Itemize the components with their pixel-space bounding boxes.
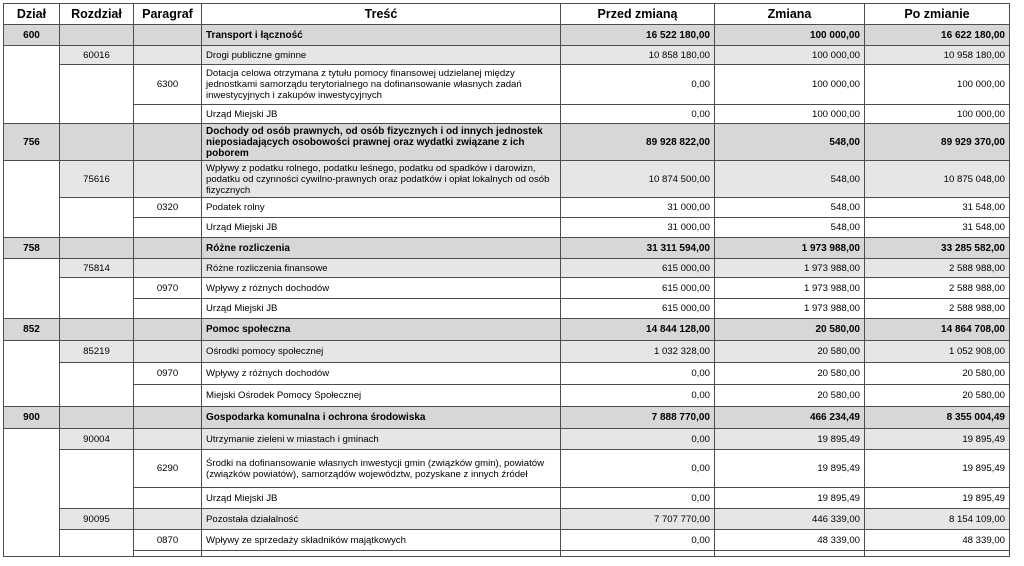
- rozdzial-po: 8 154 109,00: [865, 509, 1010, 530]
- paragraf-row: [4, 278, 1010, 299]
- empty-cell: [4, 46, 60, 124]
- rozdzial-zmiana: 19 895,49: [715, 429, 865, 450]
- rozdzial-przed: 10 874 500,00: [561, 161, 715, 198]
- empty-cell: [715, 551, 865, 557]
- empty-cell: [134, 385, 202, 407]
- rozdzial-code: 85219: [60, 341, 134, 363]
- paragraf-row: [4, 363, 1010, 385]
- dzial-row: [4, 238, 1010, 259]
- paragraf-zmiana: 20 580,00: [715, 363, 865, 385]
- rozdzial-przed: 1 032 328,00: [561, 341, 715, 363]
- paragraf-code: 0320: [134, 198, 202, 218]
- rozdzial-row: [4, 341, 1010, 363]
- empty-cell: [134, 124, 202, 161]
- unit-zmiana: 19 895,49: [715, 488, 865, 509]
- empty-cell: [60, 65, 134, 124]
- rozdzial-po: 19 895,49: [865, 429, 1010, 450]
- unit-zmiana: 548,00: [715, 218, 865, 238]
- unit-po: 19 895,49: [865, 488, 1010, 509]
- rozdzial-zmiana: 1 973 988,00: [715, 259, 865, 278]
- rozdzial-tresc: Ośrodki pomocy społecznej: [202, 341, 561, 363]
- unit-tresc: Urząd Miejski JB: [202, 488, 561, 509]
- unit-zmiana: 100 000,00: [715, 105, 865, 124]
- empty-cell: [4, 429, 60, 557]
- empty-cell: [134, 319, 202, 341]
- rozdzial-row: [4, 429, 1010, 450]
- paragraf-code: 6290: [134, 450, 202, 488]
- paragraf-tresc: Środki na dofinansowanie własnych inwestycji gmin (związków gmin), powiatów (związków powiatów), samorządów województw, pozyskane z innych źródeł: [202, 450, 561, 488]
- empty-cell: [134, 488, 202, 509]
- paragraf-po: 20 580,00: [865, 363, 1010, 385]
- empty-cell: [134, 218, 202, 238]
- dzial-tresc: Różne rozliczenia: [202, 238, 561, 259]
- budget-changes-table: [3, 3, 1010, 557]
- empty-cell: [134, 341, 202, 363]
- paragraf-po: 19 895,49: [865, 450, 1010, 488]
- rozdzial-zmiana: 446 339,00: [715, 509, 865, 530]
- dzial-po: 33 285 582,00: [865, 238, 1010, 259]
- unit-po: 31 548,00: [865, 218, 1010, 238]
- dzial-po: 8 355 004,49: [865, 407, 1010, 429]
- paragraf-zmiana: 1 973 988,00: [715, 278, 865, 299]
- paragraf-row: [4, 198, 1010, 218]
- col-header-tresc: Treść: [202, 4, 561, 25]
- paragraf-przed: 0,00: [561, 450, 715, 488]
- paragraf-tresc: Wpływy z różnych dochodów: [202, 363, 561, 385]
- dzial-przed: 7 888 770,00: [561, 407, 715, 429]
- unit-row: [4, 105, 1010, 124]
- empty-cell: [134, 238, 202, 259]
- empty-cell: [60, 25, 134, 46]
- unit-przed: 0,00: [561, 105, 715, 124]
- empty-cell: [865, 551, 1010, 557]
- col-header-rozdzial: Rozdział: [60, 4, 134, 25]
- unit-przed: 0,00: [561, 385, 715, 407]
- paragraf-code: 0870: [134, 530, 202, 551]
- dzial-tresc: Dochody od osób prawnych, od osób fizycznych i od innych jednostek nieposiadających osobowości prawnej oraz wydatki związane z ich poborem: [202, 124, 561, 161]
- dzial-zmiana: 20 580,00: [715, 319, 865, 341]
- empty-cell: [134, 509, 202, 530]
- empty-cell: [134, 25, 202, 46]
- col-header-przed-zmiana: Przed zmianą: [561, 4, 715, 25]
- empty-cell: [60, 198, 134, 238]
- table-row-cut-off: [4, 551, 1010, 557]
- paragraf-przed: 0,00: [561, 363, 715, 385]
- paragraf-row: [4, 65, 1010, 105]
- paragraf-zmiana: 19 895,49: [715, 450, 865, 488]
- paragraf-przed: 615 000,00: [561, 278, 715, 299]
- col-header-zmiana: Zmiana: [715, 4, 865, 25]
- rozdzial-tresc: Drogi publiczne gminne: [202, 46, 561, 65]
- unit-po: 100 000,00: [865, 105, 1010, 124]
- unit-tresc: Urząd Miejski JB: [202, 299, 561, 319]
- dzial-tresc: Pomoc społeczna: [202, 319, 561, 341]
- unit-tresc: Miejski Ośrodek Pomocy Społecznej: [202, 385, 561, 407]
- empty-cell: [60, 363, 134, 407]
- empty-cell: [134, 299, 202, 319]
- dzial-row: [4, 319, 1010, 341]
- paragraf-code: 0970: [134, 278, 202, 299]
- paragraf-code: 6300: [134, 65, 202, 105]
- unit-zmiana: 20 580,00: [715, 385, 865, 407]
- empty-cell: [134, 161, 202, 198]
- dzial-zmiana: 466 234,49: [715, 407, 865, 429]
- dzial-zmiana: 100 000,00: [715, 25, 865, 46]
- rozdzial-po: 10 875 048,00: [865, 161, 1010, 198]
- paragraf-po: 2 588 988,00: [865, 278, 1010, 299]
- empty-cell: [202, 551, 561, 557]
- rozdzial-zmiana: 548,00: [715, 161, 865, 198]
- empty-cell: [60, 319, 134, 341]
- paragraf-po: 48 339,00: [865, 530, 1010, 551]
- dzial-po: 16 622 180,00: [865, 25, 1010, 46]
- rozdzial-code: 75814: [60, 259, 134, 278]
- budget-table-sheet: [3, 3, 1009, 557]
- paragraf-zmiana: 48 339,00: [715, 530, 865, 551]
- paragraf-przed: 0,00: [561, 530, 715, 551]
- dzial-code: 900: [4, 407, 60, 429]
- rozdzial-row: [4, 161, 1010, 198]
- dzial-przed: 31 311 594,00: [561, 238, 715, 259]
- empty-cell: [60, 530, 134, 557]
- unit-przed: 31 000,00: [561, 218, 715, 238]
- paragraf-row: [4, 530, 1010, 551]
- unit-przed: 0,00: [561, 488, 715, 509]
- dzial-po: 14 864 708,00: [865, 319, 1010, 341]
- empty-cell: [60, 407, 134, 429]
- dzial-zmiana: 548,00: [715, 124, 865, 161]
- unit-po: 20 580,00: [865, 385, 1010, 407]
- rozdzial-tresc: Pozostała działalność: [202, 509, 561, 530]
- empty-cell: [60, 238, 134, 259]
- rozdzial-przed: 615 000,00: [561, 259, 715, 278]
- unit-tresc: Urząd Miejski JB: [202, 105, 561, 124]
- dzial-code: 756: [4, 124, 60, 161]
- col-header-dzial: Dział: [4, 4, 60, 25]
- rozdzial-przed: 10 858 180,00: [561, 46, 715, 65]
- dzial-przed: 89 928 822,00: [561, 124, 715, 161]
- dzial-tresc: Gospodarka komunalna i ochrona środowiska: [202, 407, 561, 429]
- empty-cell: [4, 161, 60, 238]
- empty-cell: [134, 551, 202, 557]
- col-header-po-zmianie: Po zmianie: [865, 4, 1010, 25]
- unit-row: [4, 218, 1010, 238]
- paragraf-tresc: Wpływy z różnych dochodów: [202, 278, 561, 299]
- paragraf-tresc: Wpływy ze sprzedaży składników majątkowych: [202, 530, 561, 551]
- unit-row: [4, 299, 1010, 319]
- rozdzial-code: 90004: [60, 429, 134, 450]
- empty-cell: [60, 450, 134, 509]
- empty-cell: [60, 278, 134, 319]
- dzial-przed: 14 844 128,00: [561, 319, 715, 341]
- dzial-code: 758: [4, 238, 60, 259]
- unit-zmiana: 1 973 988,00: [715, 299, 865, 319]
- dzial-code: 852: [4, 319, 60, 341]
- rozdzial-zmiana: 20 580,00: [715, 341, 865, 363]
- paragraf-zmiana: 548,00: [715, 198, 865, 218]
- paragraf-code: 0970: [134, 363, 202, 385]
- rozdzial-tresc: Różne rozliczenia finansowe: [202, 259, 561, 278]
- rozdzial-po: 1 052 908,00: [865, 341, 1010, 363]
- rozdzial-code: 90095: [60, 509, 134, 530]
- rozdzial-przed: 7 707 770,00: [561, 509, 715, 530]
- dzial-row: [4, 25, 1010, 46]
- rozdzial-row: [4, 259, 1010, 278]
- rozdzial-row: [4, 509, 1010, 530]
- dzial-row: [4, 407, 1010, 429]
- rozdzial-code: 75616: [60, 161, 134, 198]
- empty-cell: [4, 341, 60, 407]
- empty-cell: [561, 551, 715, 557]
- unit-row: [4, 488, 1010, 509]
- rozdzial-tresc: Wpływy z podatku rolnego, podatku leśnego, podatku od spadków i darowizn, podatku od czynności cywilno-prawnych oraz podatków i opłat lokalnych od osób fizycznych: [202, 161, 561, 198]
- dzial-zmiana: 1 973 988,00: [715, 238, 865, 259]
- rozdzial-po: 10 958 180,00: [865, 46, 1010, 65]
- empty-cell: [134, 105, 202, 124]
- unit-przed: 615 000,00: [561, 299, 715, 319]
- paragraf-tresc: Dotacja celowa otrzymana z tytułu pomocy finansowej udzielanej między jednostkami samorządu terytorialnego na dofinansowanie własnych zadań inwestycyjnych i zakupów inwestycyjnych: [202, 65, 561, 105]
- empty-cell: [4, 259, 60, 319]
- rozdzial-przed: 0,00: [561, 429, 715, 450]
- paragraf-po: 31 548,00: [865, 198, 1010, 218]
- rozdzial-zmiana: 100 000,00: [715, 46, 865, 65]
- dzial-code: 600: [4, 25, 60, 46]
- rozdzial-row: [4, 46, 1010, 65]
- empty-cell: [134, 46, 202, 65]
- empty-cell: [134, 407, 202, 429]
- paragraf-zmiana: 100 000,00: [715, 65, 865, 105]
- header-row: [4, 4, 1010, 25]
- unit-row: [4, 385, 1010, 407]
- dzial-przed: 16 522 180,00: [561, 25, 715, 46]
- rozdzial-tresc: Utrzymanie zieleni w miastach i gminach: [202, 429, 561, 450]
- col-header-paragraf: Paragraf: [134, 4, 202, 25]
- dzial-tresc: Transport i łączność: [202, 25, 561, 46]
- dzial-row: [4, 124, 1010, 161]
- unit-po: 2 588 988,00: [865, 299, 1010, 319]
- paragraf-przed: 0,00: [561, 65, 715, 105]
- paragraf-tresc: Podatek rolny: [202, 198, 561, 218]
- rozdzial-code: 60016: [60, 46, 134, 65]
- paragraf-przed: 31 000,00: [561, 198, 715, 218]
- paragraf-po: 100 000,00: [865, 65, 1010, 105]
- dzial-po: 89 929 370,00: [865, 124, 1010, 161]
- rozdzial-po: 2 588 988,00: [865, 259, 1010, 278]
- paragraf-row: [4, 450, 1010, 488]
- empty-cell: [134, 259, 202, 278]
- unit-tresc: Urząd Miejski JB: [202, 218, 561, 238]
- empty-cell: [134, 429, 202, 450]
- empty-cell: [60, 124, 134, 161]
